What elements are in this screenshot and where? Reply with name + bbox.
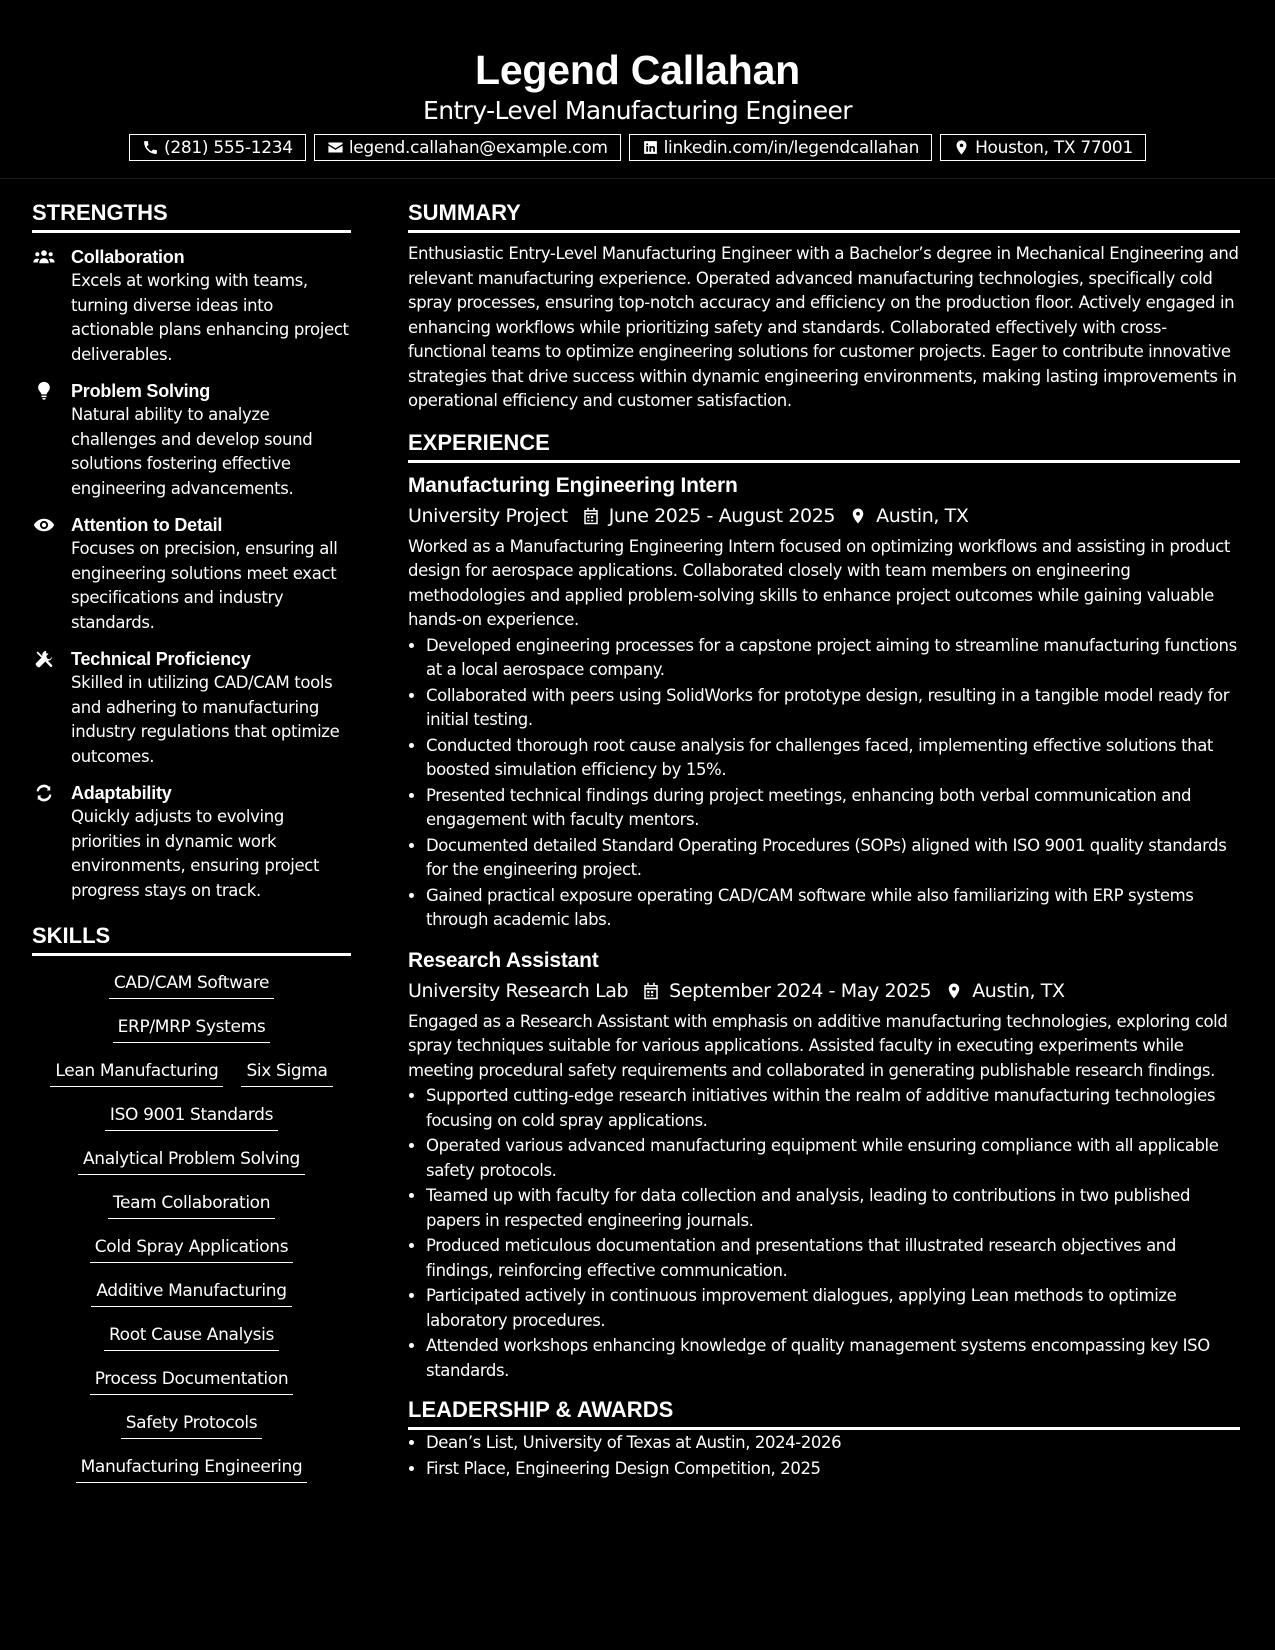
strength-title: Adaptability <box>71 783 172 803</box>
job-description: Engaged as a Research Assistant with emphasis on additive manufacturing technologies, exploring cold spray techniques suitable for various applications. Assisted faculty in executing experiments while meeting procedural safety requirements and collaborated in generating publishable research findings. <box>408 1011 1228 1080</box>
linkedin-icon <box>642 139 659 156</box>
users-icon <box>32 247 56 267</box>
envelope-icon <box>327 139 344 156</box>
map-pin-icon <box>953 139 970 156</box>
job-title: Manufacturing Engineering Intern <box>408 473 738 497</box>
strength-item <box>32 647 351 769</box>
summary-text: Enthusiastic Entry-Level Manufacturing Engineer with a Bachelor’s degree in Mechanical Engineering and relevant manufacturing experience. Operated advanced manufacturing technologies, specifically cold spray processes, ensuring top-notch accuracy and efficiency on the production floor. Actively engaged in enhancing workflows while prioritizing safety and standards. Collaborated effectively with cross-functional teams to optimize engineering solutions for customer projects. Eager to contribute innovative strategies that drive success within dynamic engineering environments, making lasting improvements in operational efficiency and customer satisfaction. <box>408 244 1239 410</box>
skill-tag: Team Collaboration <box>108 1190 275 1219</box>
skill-tag: Process Documentation <box>90 1366 294 1395</box>
eye-icon <box>32 515 56 535</box>
job-entry <box>408 471 1240 933</box>
job-dates: June 2025 - August 2025 <box>608 504 836 527</box>
strength-title: Technical Proficiency <box>71 649 251 669</box>
strength-desc: Quickly adjusts to evolving priorities in dynamic work environments, ensuring project progress stays on track. <box>71 807 320 900</box>
skill-tag: ERP/MRP Systems <box>113 1014 271 1043</box>
strength-title: Problem Solving <box>71 381 211 401</box>
strength-item <box>32 245 351 367</box>
strength-title: Attention to Detail <box>71 515 223 535</box>
strength-item <box>32 781 351 903</box>
skill-tag: ISO 9001 Standards <box>105 1102 278 1131</box>
strength-desc: Focuses on precision, ensuring all engineering solutions meet exact specifications and industry standards. <box>71 539 338 632</box>
skill-tag: Manufacturing Engineering <box>76 1454 308 1483</box>
contact-location-text: Houston, TX 77001 <box>975 137 1133 158</box>
job-location: Austin, TX <box>876 504 969 527</box>
strengths-list <box>32 245 351 903</box>
summary-heading: SUMMARY <box>408 196 1240 233</box>
skill-tag: Six Sigma <box>241 1058 332 1087</box>
skill-tag: Root Cause Analysis <box>104 1322 279 1351</box>
lightbulb-icon <box>32 381 56 401</box>
job-description: Worked as a Manufacturing Engineering Intern focused on optimizing workflows and assisting in product design for aerospace applications. Collaborated closely with team members on engineering methodologies and applied problem-solving skills to enhance project outcomes while gaining valuable hands-on experience. <box>408 536 1230 629</box>
job-bullet: • Collaborated with peers using SolidWorks for prototype design, resulting in a tangible model ready for initial testing. <box>426 684 1240 733</box>
job-org: University Project <box>408 504 568 527</box>
candidate-name: Legend Callahan <box>474 47 801 93</box>
contact-email-text: legend.callahan@example.com <box>348 137 608 158</box>
award-item: • First Place, Engineering Design Competition, 2025 <box>426 1457 1240 1482</box>
left-column <box>32 196 351 1483</box>
candidate-headline: Entry-Level Manufacturing Engineer <box>423 96 852 125</box>
phone-icon <box>142 139 159 156</box>
job-bullets <box>408 1084 1240 1383</box>
strength-item <box>32 513 351 635</box>
resume-header <box>0 0 1275 179</box>
awards-list <box>408 1431 1240 1481</box>
job-bullets <box>408 634 1240 933</box>
job-meta <box>408 976 1240 1006</box>
job-bullet: • Gained practical exposure operating CAD/CAM software while also familiarizing with ERP systems through academic labs. <box>426 884 1240 933</box>
job-bullet: • Produced meticulous documentation and presentations that illustrated research objectives and findings, reinforcing effective communication. <box>426 1234 1240 1283</box>
job-dates: September 2024 - May 2025 <box>669 979 932 1002</box>
strength-desc: Natural ability to analyze challenges and develop sound solutions fostering effective engineering advancements. <box>71 405 313 498</box>
tools-icon <box>32 649 56 669</box>
contact-location <box>940 134 1146 161</box>
job-entry <box>408 946 1240 1384</box>
strength-desc: Skilled in utilizing CAD/CAM tools and adhering to manufacturing industry regulations that optimize outcomes. <box>71 673 340 766</box>
award-item: • Dean’s List, University of Texas at Austin, 2024-2026 <box>426 1431 1240 1456</box>
right-column <box>408 196 1240 1482</box>
skill-tag: Cold Spray Applications <box>90 1234 293 1263</box>
strength-item <box>32 379 351 501</box>
contact-phone-text: (281) 555-1234 <box>164 137 293 158</box>
job-title: Research Assistant <box>408 948 599 972</box>
strengths-heading: STRENGTHS <box>32 196 351 233</box>
calendar-icon <box>582 507 600 525</box>
contact-phone[interactable] <box>129 134 306 161</box>
sync-icon <box>32 783 56 803</box>
skill-tag: Safety Protocols <box>121 1410 263 1439</box>
job-bullet: • Attended workshops enhancing knowledge of quality management systems encompassing key ISO standards. <box>426 1334 1240 1383</box>
contact-linkedin-text: linkedin.com/in/legendcallahan <box>663 137 920 158</box>
job-org: University Research Lab <box>408 979 629 1002</box>
job-bullet: • Operated various advanced manufacturing equipment while ensuring compliance with all applicable safety protocols. <box>426 1134 1240 1183</box>
job-bullet: • Documented detailed Standard Operating Procedures (SOPs) aligned with ISO 9001 quality standards for the engineering project. <box>426 834 1240 883</box>
contact-linkedin[interactable] <box>629 134 932 161</box>
strength-title: Collaboration <box>71 247 185 267</box>
job-bullet: • Participated actively in continuous improvement dialogues, applying Lean methods to optimize laboratory procedures. <box>426 1284 1240 1333</box>
skills-heading: SKILLS <box>32 919 351 956</box>
awards-heading: LEADERSHIP & AWARDS <box>408 1393 1240 1430</box>
map-pin-icon <box>849 507 867 525</box>
skill-tag: Lean Manufacturing <box>50 1058 223 1087</box>
job-meta <box>408 501 1240 531</box>
strength-desc: Excels at working with teams, turning diverse ideas into actionable plans enhancing project deliverables. <box>71 271 349 364</box>
job-bullet: • Teamed up with faculty for data collection and analysis, leading to contributions in two published papers in respected engineering journals. <box>426 1184 1240 1233</box>
calendar-icon <box>642 982 660 1000</box>
skill-tag: CAD/CAM Software <box>109 970 274 999</box>
skill-tag: Analytical Problem Solving <box>78 1146 305 1175</box>
job-location: Austin, TX <box>972 979 1065 1002</box>
job-bullet: • Supported cutting-edge research initiatives within the realm of additive manufacturing technologies focusing on cold spray applications. <box>426 1084 1240 1133</box>
contact-email[interactable] <box>314 134 621 161</box>
skill-tag: Additive Manufacturing <box>91 1278 291 1307</box>
job-bullet: • Conducted thorough root cause analysis for challenges faced, implementing effective solutions that boosted simulation efficiency by 15%. <box>426 734 1240 783</box>
contact-bar <box>0 134 1275 161</box>
job-bullet: • Presented technical findings during project meetings, enhancing both verbal communication and engagement with faculty mentors. <box>426 784 1240 833</box>
job-bullet: • Developed engineering processes for a capstone project aiming to streamline manufacturing functions at a local aerospace company. <box>426 634 1240 683</box>
skills-list <box>32 970 351 1483</box>
experience-heading: EXPERIENCE <box>408 426 1240 463</box>
map-pin-icon <box>945 982 963 1000</box>
